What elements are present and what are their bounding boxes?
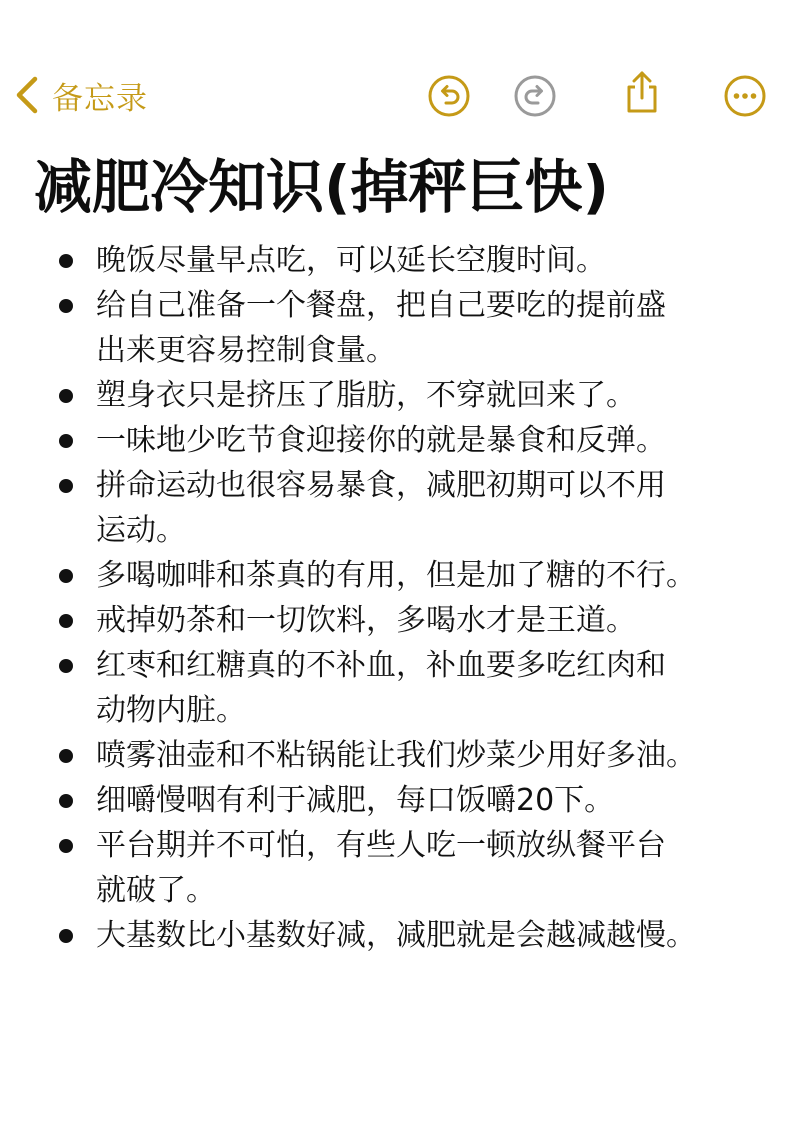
notes-toolbar (0, 0, 800, 150)
list-item-text: 细嚼慢咽有利于减肥，每口饭嚼20下。 (96, 783, 615, 818)
bullet-icon (59, 299, 73, 313)
list-item[interactable] (0, 553, 800, 598)
chevron-left-icon (14, 75, 40, 115)
list-item-text: 就破了。 (96, 873, 216, 908)
back-button-label: 备忘录 (52, 80, 148, 117)
bullet-icon (59, 614, 73, 628)
bullet-icon (59, 389, 73, 403)
list-item-text: 运动。 (96, 513, 186, 548)
undo-icon[interactable] (427, 74, 471, 118)
redo-icon[interactable] (513, 74, 557, 118)
list-item[interactable] (0, 373, 800, 418)
list-item-text: 动物内脏。 (96, 693, 246, 728)
list-item-text: 多喝咖啡和茶真的有用，但是加了糖的不行。 (96, 558, 696, 593)
list-item[interactable] (0, 598, 800, 643)
list-item[interactable] (0, 283, 800, 373)
list-item-text: 拼命运动也很容易暴食，减肥初期可以不用 (96, 468, 666, 503)
list-item[interactable] (0, 418, 800, 463)
bullet-icon (59, 254, 73, 268)
list-item-text: 一味地少吃节食迎接你的就是暴食和反弹。 (96, 423, 666, 458)
list-item-text: 塑身衣只是挤压了脂肪，不穿就回来了。 (96, 378, 636, 413)
share-icon[interactable] (620, 70, 664, 114)
bullet-icon (59, 929, 73, 943)
list-item-text: 平台期并不可怕，有些人吃一顿放纵餐平台 (96, 828, 666, 863)
list-item-text: 大基数比小基数好减，减肥就是会越减越慢。 (96, 918, 696, 953)
more-icon[interactable] (723, 74, 767, 118)
bullet-icon (59, 434, 73, 448)
back-button[interactable] (14, 72, 148, 118)
list-item-text: 戒掉奶茶和一切饮料，多喝水才是王道。 (96, 603, 636, 638)
list-item[interactable] (0, 778, 800, 823)
bullet-icon (59, 569, 73, 583)
list-item[interactable] (0, 913, 800, 958)
note-bullet-list (0, 238, 800, 958)
list-item-text: 给自己准备一个餐盘，把自己要吃的提前盛 (96, 288, 666, 323)
list-item-text: 晚饭尽量早点吃，可以延长空腹时间。 (96, 243, 606, 278)
bullet-icon (59, 479, 73, 493)
list-item-text: 出来更容易控制食量。 (96, 333, 396, 368)
list-item-text: 喷雾油壶和不粘锅能让我们炒菜少用好多油。 (96, 738, 696, 773)
bullet-icon (59, 794, 73, 808)
list-item[interactable] (0, 238, 800, 283)
list-item-text: 红枣和红糖真的不补血，补血要多吃红肉和 (96, 648, 666, 683)
list-item[interactable] (0, 463, 800, 553)
list-item[interactable] (0, 733, 800, 778)
bullet-icon (59, 749, 73, 763)
note-title[interactable]: 减肥冷知识(掉秤巨快) (34, 153, 610, 221)
bullet-icon (59, 659, 73, 673)
list-item[interactable] (0, 823, 800, 913)
list-item[interactable] (0, 643, 800, 733)
bullet-icon (59, 839, 73, 853)
